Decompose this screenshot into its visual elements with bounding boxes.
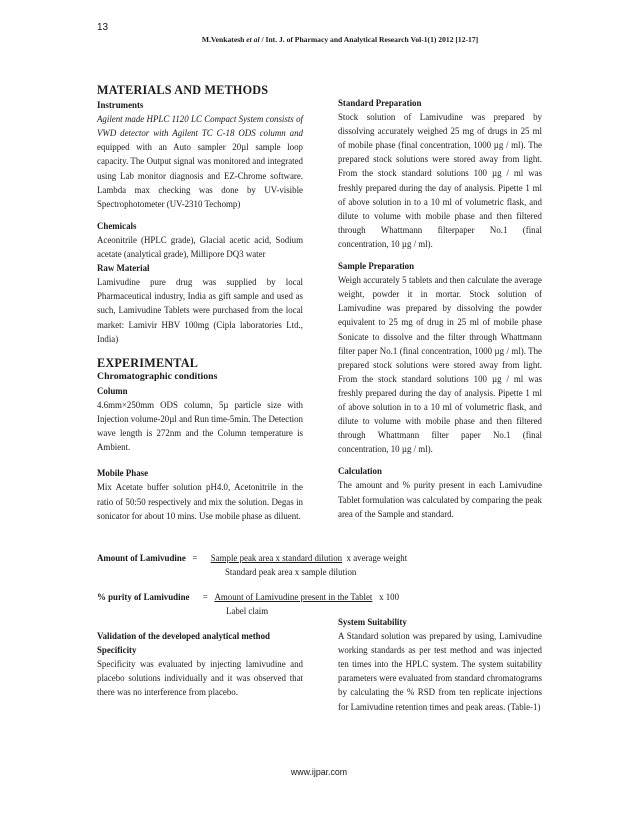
purity-formula	[97, 591, 399, 618]
instruments-text: equipped with an Auto sampler 20µl sample loop capacity. The Output signal was monitored and integrated using Lab monitor diagnosis and EZ-Chrome software. Lambda max checking was done by UV-visible Spectrophotometer (UV-2310 Techomp)	[97, 142, 303, 209]
running-head-etal: et al	[246, 35, 260, 44]
amount-formula-numerator: Sample peak area x standard dilution	[210, 553, 343, 563]
amount-formula-equals: =	[192, 553, 198, 563]
footer-url[interactable]: www.ijpar.com	[290, 767, 348, 777]
mobile-phase-heading: Mobile Phase	[97, 468, 149, 479]
raw-material-heading: Raw Material	[97, 263, 150, 274]
amount-formula	[97, 552, 407, 579]
system-suitability-section	[338, 615, 542, 714]
running-head-author: M.Venkatesh	[201, 35, 247, 44]
amount-formula-denominator: Standard peak area x sample dilution	[225, 566, 357, 577]
section-title-experimental: EXPERIMENTAL	[97, 355, 199, 370]
page-number: 13	[97, 22, 109, 33]
column-heading: Column	[97, 385, 128, 396]
column-paragraph: 4.6mm×250mm ODS column, 5µ particle size with Injection volume-20µl and Run time-5min. The Detection wave length is 272nm and the Column temperature is Ambient.	[97, 399, 303, 453]
purity-formula-denominator: Label claim	[226, 605, 269, 616]
running-head-journal: / Int. J. of Pharmacy and Analytical Research Vol-1(1) 2012 [12-17]	[259, 35, 479, 44]
left-column	[97, 83, 303, 523]
purity-formula-label: % purity of Lamivudine	[97, 592, 190, 602]
purity-formula-equals: =	[202, 592, 208, 602]
chromatographic-conditions-heading: Chromatographic conditions	[97, 370, 218, 382]
amount-formula-tail: x average weight	[346, 553, 408, 563]
purity-formula-numerator: Amount of Lamivudine present in the Tablet	[214, 592, 373, 602]
instruments-heading: Instruments	[97, 100, 144, 111]
specificity-heading: Specificity	[97, 645, 137, 656]
section-title-materials-methods: MATERIALS AND METHODS	[97, 83, 269, 97]
running-head	[140, 35, 540, 44]
raw-material-paragraph: Lamivudine pure drug was supplied by local Pharmaceutical industry, India as gift sample and used as such, Lamivudine Tablets were purchased from the local market: Lamivir HBV 100mg (Cipla laboratories Ltd., India)	[97, 277, 303, 344]
calculation-heading: Calculation	[338, 466, 382, 477]
sample-preparation-heading: Sample Preparation	[338, 261, 415, 272]
amount-formula-label: Amount of Lamivudine	[97, 553, 186, 563]
specificity-paragraph: Specificity was evaluated by injecting lamivudine and placebo solutions individually and it was observed that there was no interference from placebo.	[97, 659, 303, 698]
calculation-paragraph: The amount and % purity present in each Lamivudine Tablet formulation was calculated by comparing the peak area of the Sample and standard.	[338, 480, 542, 519]
validation-heading: Validation of the developed analytical method	[97, 631, 270, 641]
system-suitability-paragraph: A Standard solution was prepared by using, Lamivudine working standards as per test method and was injected ten times into the HPLC system. The system suitability parameters were evaluated from standard chromatograms by calculating the % RSD from ten replicate injections for Lamivudine retention times and peak areas. (Table-1)	[338, 631, 542, 712]
sample-preparation-paragraph: Weigh accurately 5 tablets and then calculate the average weight, powder it in mortar. Stock solution of Lamivudine was prepared by dissolving the powder equivalent to 25 mg of drug in 25 ml of mobile phase Sonicate to dissolve and the filter through Whattmann filter paper No.1 (final concentration, 1000 µg / ml). The prepared stock solutions were stored away from light. From the stock standard solutions 100 µg / ml was freshly prepared during the day of analysis. Pipette 1 ml of above solution in to a 10 ml of volumetric flask, and dilute to volume with mobile phase and then filtered through Whattmann filter paper No.1 (final concentration, 10 µg / ml).	[338, 275, 542, 455]
validation-section	[97, 629, 303, 699]
purity-formula-tail: x 100	[379, 592, 400, 602]
standard-preparation-heading: Standard Preparation	[338, 98, 422, 108]
system-suitability-heading: System Suitability	[338, 617, 407, 627]
standard-preparation-paragraph: Stock solution of Lamivudine was prepared by dissolving accurately weighed 25 mg of drugs in 25 ml of mobile phase (final concentration, 1000 µg / ml). The prepared stock solutions were stored away from light. From the stock standard solutions 100 µg / ml was freshly prepared during the day of analysis. Pipette 1 ml of above solution in to a 10 ml of volumetric flask, and dilute to volume with mobile phase and then filtered through Whattmann filterpaper No.1 (final concentration, 10 µg / ml).	[338, 112, 542, 249]
instruments-italic-text: Agilent made HPLC 1120 LC Compact System consists of VWD detector with Agilent TC C-18 ODS column and	[97, 114, 303, 139]
mobile-phase-paragraph: Mix Acetate buffer solution pH4.0, Acetonitrile in the ratio of 50:50 respectively and mix the solution. Degas in sonicator for about 10 mins. Use mobile phase as diluent.	[97, 482, 303, 521]
chemicals-paragraph: Aceonitrile (HPLC grade), Glacial acetic acid, Sodium acetate (analytical grade), Millipore DQ3 water	[97, 234, 303, 260]
chemicals-heading: Chemicals	[97, 220, 137, 231]
instruments-paragraph	[97, 112, 303, 211]
right-column	[338, 96, 542, 521]
